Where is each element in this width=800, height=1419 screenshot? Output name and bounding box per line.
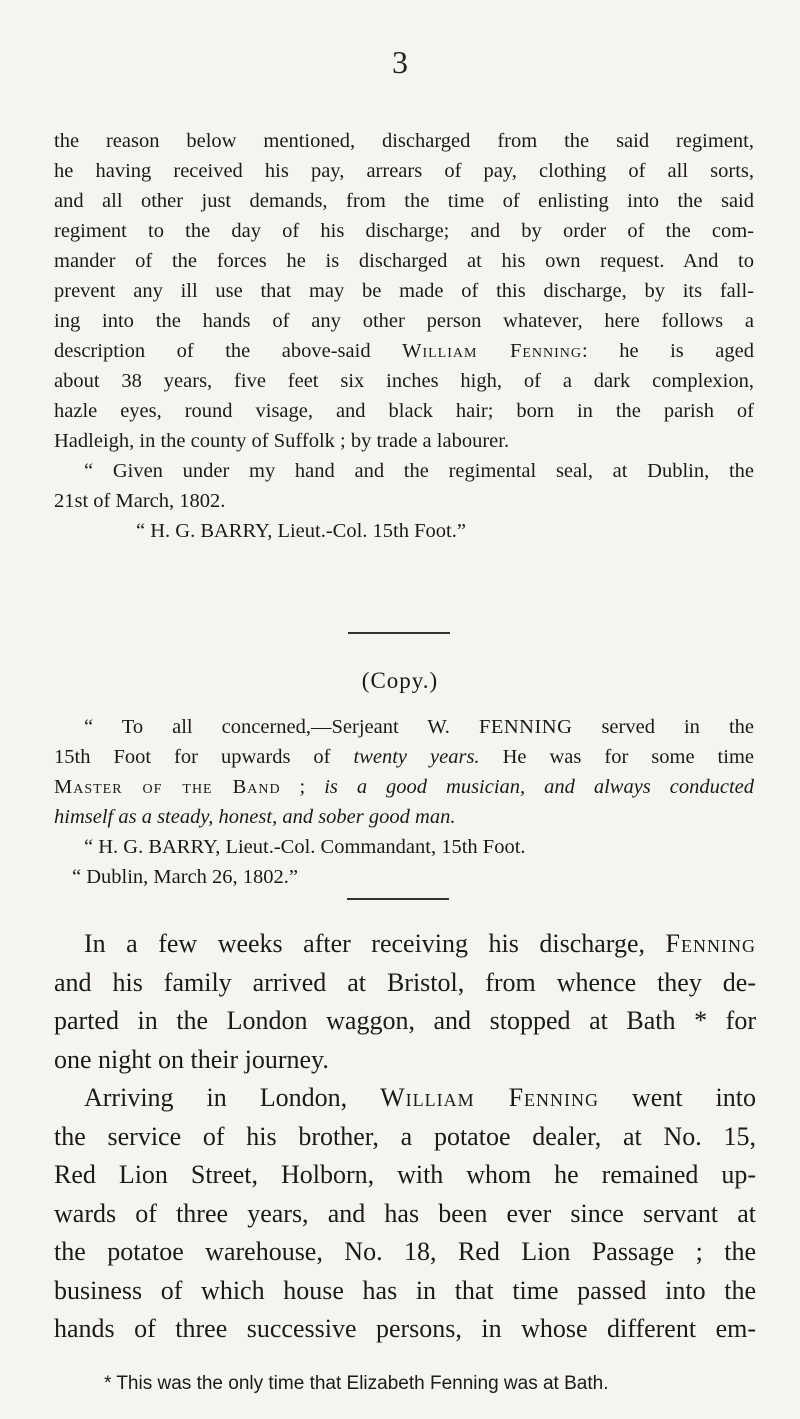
copy-heading: (Copy.) bbox=[361, 668, 439, 693]
text-line: parted in the London waggon, and stopped at Bath * for bbox=[54, 1006, 756, 1035]
text-line: mander of the forces he is discharged at his own request. And to bbox=[54, 250, 754, 272]
text-fragment: In a few weeks after receiving his discharge, bbox=[84, 929, 666, 958]
title-text: Master of the Band bbox=[54, 776, 281, 798]
person-name: Fenning bbox=[665, 929, 756, 958]
text-line: and all other just demands, from the time of enlisting into the said bbox=[54, 190, 754, 212]
text-fragment: went into bbox=[599, 1083, 756, 1112]
text-fragment: description of the above-said bbox=[54, 340, 403, 362]
text-line bbox=[54, 1079, 756, 1118]
person-name: William Fenning bbox=[380, 1083, 600, 1112]
text-line: hazle eyes, round visage, and black hair; born in the parish of bbox=[54, 400, 754, 422]
text-line: Red Lion Street, Holborn, with whom he remained up- bbox=[54, 1160, 756, 1189]
text-fragment: 15th Foot for upwards of bbox=[54, 746, 354, 768]
text-fragment: ; bbox=[280, 776, 325, 798]
text-line: about 38 years, five feet six inches high, of a dark complexion, bbox=[54, 370, 754, 392]
date-line: “ Dublin, March 26, 1802.” bbox=[72, 866, 299, 888]
text-line: prevent any ill use that may be made of this discharge, by its fall- bbox=[54, 280, 754, 302]
person-name: William Fenning bbox=[402, 340, 583, 362]
person-name: FENNING bbox=[478, 716, 573, 738]
text-line bbox=[54, 802, 754, 832]
testimonial-text bbox=[54, 712, 754, 892]
footnote: * This was the only time that Elizabeth Fenning was at Bath. bbox=[104, 1373, 609, 1394]
text-line: the reason below mentioned, discharged from the said regiment, bbox=[54, 130, 754, 152]
text-line: and his family arrived at Bristol, from whence they de- bbox=[54, 967, 756, 997]
text-line: one night on their journey. bbox=[54, 1044, 329, 1074]
discharge-certificate-text bbox=[54, 126, 754, 546]
text-fragment: Arriving in London, bbox=[84, 1083, 381, 1112]
italic-text: twenty years. bbox=[353, 746, 480, 768]
text-line: hands of three successive persons, in whose different em- bbox=[54, 1314, 756, 1343]
text-line: business of which house has in that time passed into the bbox=[54, 1275, 756, 1305]
page-number: 3 bbox=[392, 44, 408, 80]
text-line bbox=[54, 712, 754, 742]
text-line bbox=[54, 742, 754, 772]
text-fragment: “ To all concerned,—Serjeant W. bbox=[84, 716, 479, 738]
text-line: ing into the hands of any other person whatever, here follows a bbox=[54, 310, 754, 332]
text-line: regiment to the day of his discharge; and by order of the com- bbox=[54, 220, 754, 242]
narrative-text bbox=[54, 925, 756, 1349]
text-line: “ Given under my hand and the regimental seal, at Dublin, the bbox=[84, 460, 754, 482]
text-fragment: : he is aged bbox=[582, 340, 754, 362]
section-divider bbox=[347, 898, 449, 900]
signature-line: “ H. G. BARRY, Lieut.-Col. 15th Foot.” bbox=[136, 520, 466, 542]
text-line: the service of his brother, a potatoe dealer, at No. 15, bbox=[54, 1121, 756, 1151]
signature-line: “ H. G. BARRY, Lieut.-Col. Commandant, 15th Foot. bbox=[84, 836, 526, 858]
text-line: the potatoe warehouse, No. 18, Red Lion Passage ; the bbox=[54, 1237, 756, 1266]
italic-text: is a good musician, and always conducted bbox=[324, 776, 754, 798]
text-line bbox=[54, 336, 754, 366]
text-line: 21st of March, 1802. bbox=[54, 490, 226, 512]
text-line bbox=[54, 772, 754, 802]
text-fragment: served in the bbox=[572, 716, 755, 738]
italic-text: himself as a steady, honest, and sober good man. bbox=[54, 806, 456, 828]
text-line: he having received his pay, arrears of pay, clothing of all sorts, bbox=[54, 160, 754, 182]
text-line: wards of three years, and has been ever since servant at bbox=[54, 1198, 756, 1228]
text-fragment: He was for some time bbox=[479, 746, 754, 768]
text-line: Hadleigh, in the county of Suffolk ; by trade a labourer. bbox=[54, 430, 510, 452]
text-line bbox=[54, 925, 756, 964]
section-divider bbox=[348, 632, 450, 634]
